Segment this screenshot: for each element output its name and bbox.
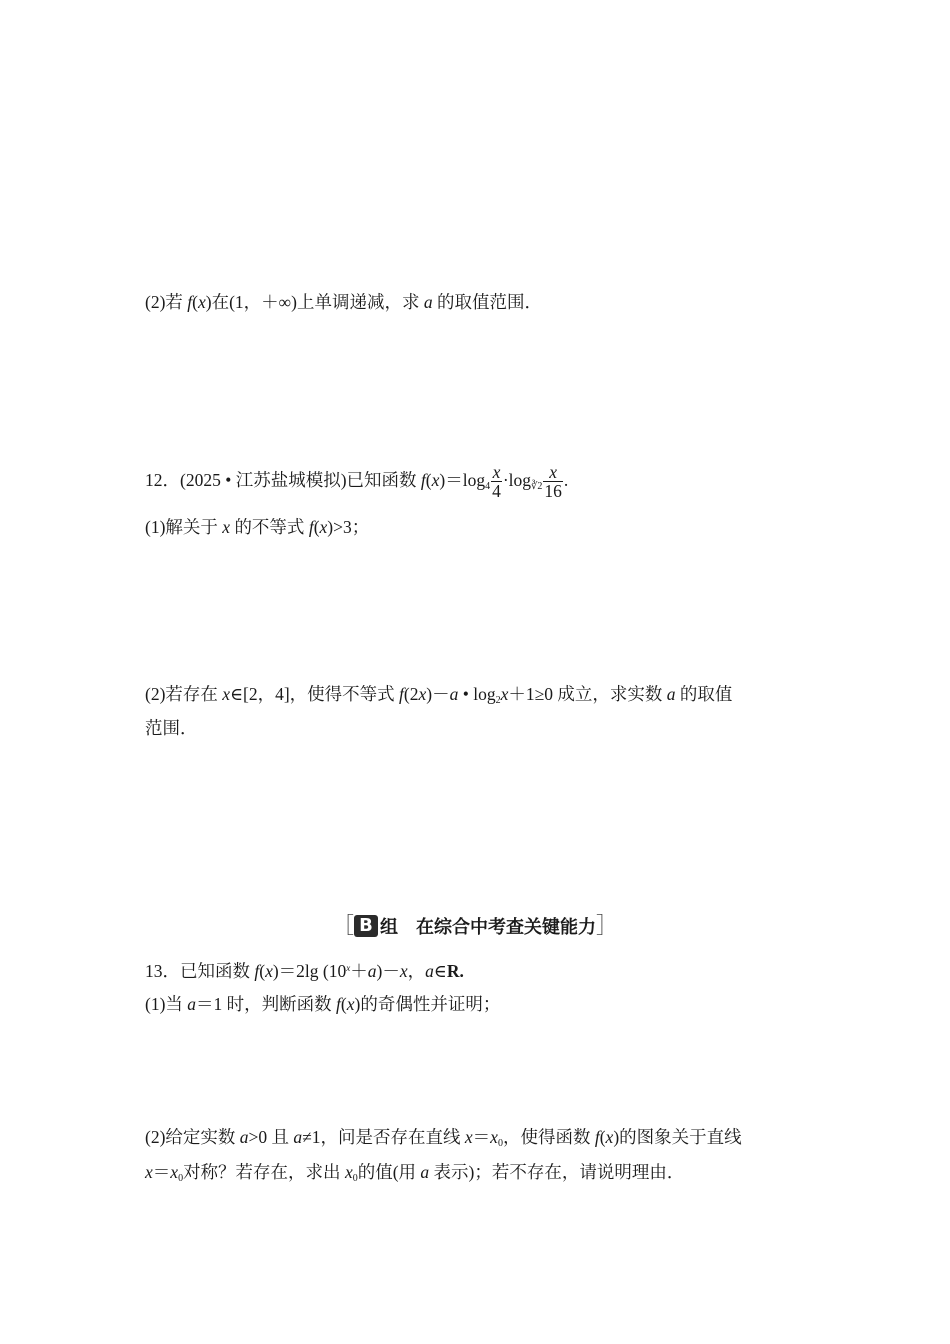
q12-intro: 12．(2025 • 江苏盐城模拟)已知函数 [145,470,421,490]
var-x: x [145,1162,153,1182]
q13-part2-line1: (2)给定实数 a>0 且 a≠1，问是否存在直线 $x=x_0$，使得函数 f(x)的图象关于直线 [145,1127,742,1149]
frac-num: x [492,462,501,483]
real-set: R. [446,961,464,981]
equals: ＝ [472,1127,491,1147]
log-base-2: 2 [495,695,501,706]
var-x0: x [170,1162,179,1182]
exponent-x: x [346,963,351,973]
func-f: f [336,994,341,1014]
subscript-0: 0 [497,1138,503,1149]
right-bracket: ］ [596,914,619,939]
q12-part2-text: ∈[2，4]，使得不等式 [230,684,400,704]
var-x: x [197,292,206,312]
var-a: a [420,1162,430,1182]
var-x: x [464,1127,473,1147]
plus: ＋ [350,961,368,981]
left-bracket: ［ [331,914,354,939]
q13-part1: (1)当 a＝1 时，判断函数 f(x)的奇偶性并证明； [145,994,501,1014]
var-a: a [187,994,197,1014]
q12-stem: 12．(2025 • 江苏盐城模拟)已知函数 $f(x)=\log_4$ $\frac{x}{4}$ $\cdot\log_{∛2}$ $\frac{x}{16}$ . [145,462,569,502]
var-a: a [367,961,377,981]
var-a: a [423,292,433,312]
var-x: x [265,961,273,981]
q13-intro: 13．已知函数 [145,961,255,981]
q13-part2-text: ≠1，问是否存在直线 [302,1127,465,1147]
frac-den: 16 [544,481,562,502]
q12-part2-text: (2)若存在 [145,684,223,704]
q12-part2-text: ＋1≥0 成立，求实数 [508,684,667,704]
group-title: 在综合中考查关键能力 [416,917,596,938]
var-a: a [239,1127,249,1147]
group-b-header [0,912,950,943]
q12-part2-text: 范围． [145,718,198,738]
q13-part2-text: ，使得函数 [502,1127,595,1147]
q12-part1: (1)解关于 x 的不等式 f(x)>3； [145,517,370,537]
q12-part2-text: (2 [403,684,419,704]
func-f: f [399,684,404,704]
fraction-x-over-4 [491,463,502,500]
var-a: a [666,684,676,704]
var-x: x [222,684,231,704]
var-a: a [425,961,434,981]
fraction-x-over-16 [543,463,563,500]
q12-part1-text: 的不等式 [230,517,309,537]
q13-part2-text: (2)给定实数 [145,1127,240,1147]
q13-part1-text: )的奇偶性并证明； [354,994,501,1014]
equals: ＝ [152,1162,171,1182]
q12-eq: )＝log [439,470,486,490]
var-x: x [418,684,427,704]
q12-part1-text: )>3； [327,517,370,537]
var-x: x [399,961,408,981]
var-x0: x [490,1127,498,1147]
q13-part1-text: (1)当 [145,994,188,1014]
paren: ( [192,292,198,312]
func-f: f [308,517,314,537]
q13-part2-text: 的值(用 [357,1162,421,1182]
var-x: x [605,1127,614,1147]
q12-part1-text: (1)解关于 [145,517,223,537]
log-base-cuberoot2: ∛2 [531,481,543,492]
q11-part2-text: (2)若 [145,292,188,312]
q13-stem: 13．已知函数 f(x)＝2lg $(10^x+a)-x$，a∈R. [145,961,464,981]
subscript-0: 0 [178,1173,184,1184]
var-a: a [293,1127,303,1147]
func-f: f [594,1127,600,1147]
func-f: f [420,470,426,490]
q12-part2-text: • log [458,684,496,704]
q13-part2-text: 表示)；若不存在，请说明理由． [429,1162,685,1182]
element-of: ∈ [433,961,447,981]
period: . [563,470,569,490]
comma: ， [407,961,426,981]
q11-part2-text: )在(1，＋∞)上单调递减，求 [205,292,424,312]
q13-part2-text: )的图象关于直线 [613,1127,742,1147]
var-x: x [431,470,440,490]
q13-part2-line2 [145,1160,684,1191]
q13-part1-text: ＝1 时，判断函数 [196,994,337,1014]
q13-close: )－ [376,961,400,981]
q12-part2-line2 [145,716,198,740]
frac-num: x [543,463,563,482]
subscript-0: 0 [352,1173,358,1184]
log-base-4: 4 [485,481,491,492]
var-x0: x [344,1162,353,1182]
var-x: x [319,517,328,537]
q12-part2-text: 的取值 [675,684,733,704]
group-label: 组 [380,917,398,938]
q13-eq: )＝2lg (10 [272,961,347,981]
q13-part2-text: 对称？若存在，求出 [183,1162,345,1182]
q13-part2-text: >0 且 [248,1127,294,1147]
func-f: f [254,961,260,981]
var-x: x [500,684,509,704]
var-a: a [449,684,459,704]
q11-part2-text: 的取值范围． [432,292,542,312]
func-f: f [187,292,193,312]
var-x: x [222,517,231,537]
group-badge: B [354,915,378,937]
q12-part2-line1 [145,682,732,713]
frac-den: 4 [492,481,501,502]
q12-dot-log: ·log [502,470,532,490]
q11-part2 [145,290,542,314]
q12-part2-text: )－ [426,684,450,704]
var-x: x [346,994,355,1014]
